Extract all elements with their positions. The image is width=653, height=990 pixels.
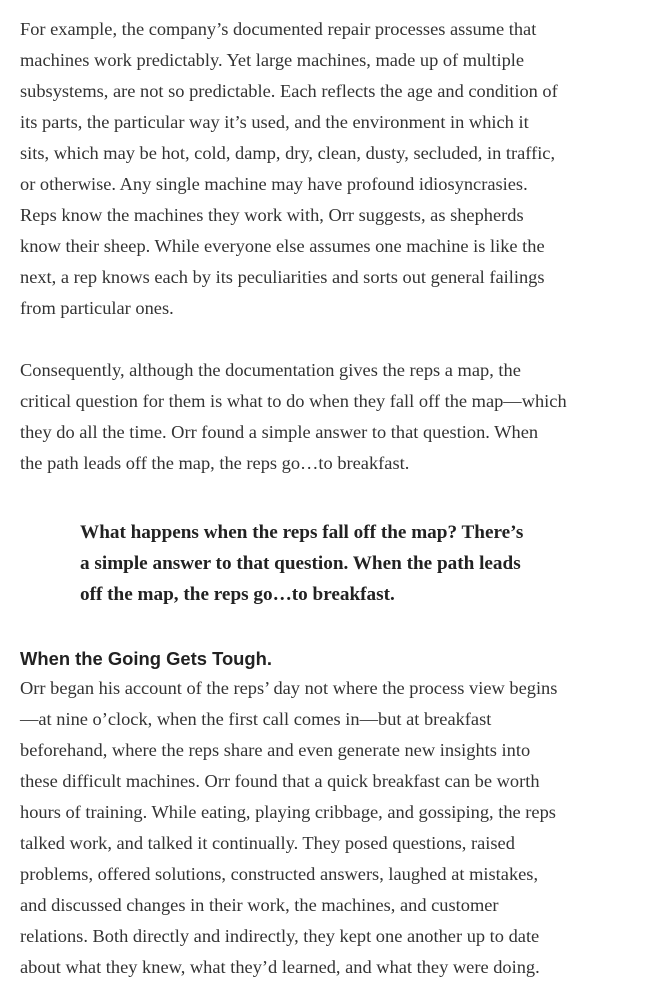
paragraph-breakfast: Orr began his account of the reps’ day not where the process view begins —at nine o’clock, when the first call comes in—but at breakfast beforehand, where the reps share and even generate new insights into these difficult machines. Orr found that a quick breakfast can be worth hours of training. While eating, playing cribbage, and gossiping, the reps talked work, and talked it continually. They posed questions, raised problems, offered solutions, constructed answers, laughed at mistakes, and discussed changes in their work, the machines, and customer relations. Both directly and indirectly, they kept one another up to date about what they knew, what they’d learned, and what they were doing. (20, 678, 558, 977)
article-body (20, 14, 644, 983)
paragraph-repair-processes: For example, the company’s documented repair processes assume that machines work predictably. Yet large machines, made up of multiple subsystems, are not so predictable. Each reflects the age and condition of its parts, the particular way it’s used, and the environment in which it sits, which may be hot, cold, damp, dry, clean, dusty, secluded, in traffic, or otherwise. Any single machine may have profound idiosyncrasies. Reps know the machines they work with, Orr suggests, as shepherds know their sheep. While everyone else assumes one machine is like the next, a rep knows each by its peculiarities and sorts out general failings from particular ones. (20, 19, 558, 318)
section-heading: When the Going Gets Tough. (20, 648, 272, 669)
pull-quote: What happens when the reps fall off the map? There’s a simple answer to that question. When the path leads off the map, the reps go…to breakfast. (80, 522, 524, 605)
paragraph-off-the-map: Consequently, although the documentation gives the reps a map, the critical question for them is what to do when they fall off the map—which they do all the time. Orr found a simple answer to that question. When the path leads off the map, the reps go…to breakfast. (20, 360, 567, 473)
